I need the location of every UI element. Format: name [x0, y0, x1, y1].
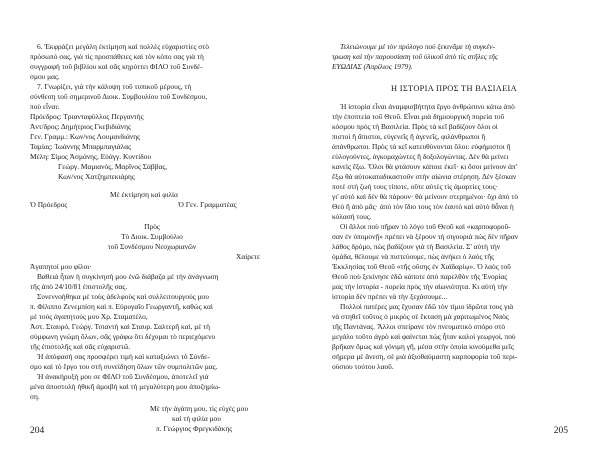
text-line: Μέλη: Σίμος Ἀσμάνης, Εὐάγγ. Κυντίδου	[30, 152, 152, 161]
text-line: ἔξω θὰ αὐτοκαταδικαστοῦν στὴν αἰώνια στέρηση. Δὲν ξέσκαν	[332, 172, 517, 181]
text-line: τῆς ἐπιστολῆς καὶ σᾶς εὐχαριστῶ.	[30, 342, 131, 351]
intro-line: Τελειώνουμε μὲ τὸν πρόλογο ποὺ ξεκινᾶμε τὴ συγκέν-	[340, 42, 496, 51]
address-line: τοῦ Συνδέσμου Νεοχωριανῶν	[107, 242, 197, 251]
text-line: Γεν. Γραμμ.: Κων/νος Λουμανδιάνης	[30, 132, 141, 141]
greeting: Χαίρετε	[236, 252, 261, 261]
text-line: πρόσωπό σας, γιὰ τὶς προσπάθειες καὶ τὸν κόπο σας γιὰ τὴ	[30, 52, 204, 61]
text-line: σύμφωνη γνώμη ὅλων, σᾶς γράφω ὅτι δέχομαι τὸ περιεχόμενο	[30, 332, 216, 341]
text-line: Κων/νος Χατζημπεκιάρης	[58, 172, 135, 181]
signature-title: Ὁ Γεν. Γραμματέας	[178, 200, 237, 209]
text-line: τῆς Παντάνας. Ἄλλοι σπείρανε τὸν πνευματικὸ σπόρο στὸ	[332, 322, 506, 331]
page-number: 205	[553, 426, 568, 436]
text-line: σήμερα μὲ ἄνεση, σὲ μιὰ ἀξιοθαύμαστη καρποφορία τοῦ περι-	[332, 352, 518, 361]
text-line: βρῆκαν ὅμως καὶ γόνιμη γῆ, μέσα στὴν ὁποία κινούμεθα μεῖς	[332, 342, 514, 351]
text-line: Ἡ ἱστορία εἶναι ἀναμφισβήτητα ἔργο ἀνθρώπινο κάτω ἀπὸ	[340, 102, 515, 111]
section-heading: Η ΙΣΤΟΡΙΑ ΠΡΟΣ ΤΗ ΒΑΣΙΛΕΙΑ	[391, 84, 517, 93]
intro-line: ΕΥΩΔΙΑΣ (Ἀπρίλιος 1979).	[332, 62, 413, 71]
text-line: λάθος δρόμο, πὼς βαδίζουν γιὰ τὴ Βασιλεία. Σ' αὐτὴ τὴν	[332, 242, 501, 251]
text-line: νὰ στηθεῖ τοῦτος ὁ μικρὸς σὲ ἔκταση μὰ χαριτωμένος Ναὸς	[332, 312, 509, 321]
text-line: Πολλοὶ πατέρες μας ἔχυσαν ἐδῶ τὸν τίμιο ἱδρῶτα τους γιὰ	[340, 302, 514, 311]
text-line: κόλασή τους.	[332, 212, 372, 221]
text-line: Βαθειά ἦταν ἡ συγκίνησή μου ἐνῶ διάβαζα μὲ τὴν ἀνάγνωση	[37, 272, 219, 281]
closing-line: Μὲ τὴν ἀγάπη μου, τὶς εὐχές μου	[150, 404, 248, 413]
text-line: Ἀντ/δρος: Δημήτριος Γκεβιδιάνης	[30, 122, 131, 131]
text-line: Γεώργ. Μαμιανός, Μαρῖνος Σάββας,	[58, 162, 168, 171]
text-line: ση.	[30, 392, 40, 401]
text-line: Οἱ ἄλλοι ποὺ πῆραν τὸ λόγο τοῦ Θεοῦ καὶ «καρποφοροῦ-	[340, 222, 511, 231]
page-number: 204	[30, 426, 45, 436]
text-line: μεγάλο τοῦτο ἀγρὸ καὶ φαίνεται πὼς ἦταν καλοὶ γεωργοί, ποὺ	[332, 332, 516, 341]
text-line: μας τὴν ἱστορία - πορεία πρὸς τὴν αἰωνιότητα. Κι αὐτὴ τὴν	[332, 282, 508, 291]
text-line: Συνεννοήθηκα μὲ τοὺς ἀδελφοὺς καὶ συλλειτουργούς μου	[37, 292, 209, 301]
text-line: κανεὶς ἔξω. Ὅλοι θὰ φτάσουν κάποιε ἐκεῖ· κι ὅσοι μείνουν ἀπ'	[332, 162, 518, 171]
signature-title: Ὁ Πρόεδρος	[30, 200, 68, 209]
text-line: σαν ἐν ὑπομονῇ» πρέπει νὰ ξέρουν τὴ σιγουριὰ πὼς δὲν πῆραν	[332, 232, 519, 241]
text-line: Ἀγαπητοί μου φίλοι·	[30, 262, 92, 271]
right-page	[300, 0, 600, 450]
text-line: τὴν ἐποπτεία τοῦ Θεοῦ. Εἶναι μιὰ δημιουργικὴ πορεία τοῦ	[332, 112, 505, 121]
text-line: πιστοὶ ἢ ἄπιστοι, εὐγενεῖς ἢ ἀγενεῖς, φιλάνθρωποι ἢ	[332, 132, 486, 141]
text-line: 6. Ἐκφράζει μεγάλη ἐκτίμηση καὶ πολλὲς εὐχαριστίες στὸ	[37, 42, 209, 51]
text-line: σμου μας.	[30, 72, 60, 81]
text-line: μὲ τοὺς ἀγαπητούς μου Χρ. Σταματέλο,	[30, 312, 148, 321]
text-line: Ἡ ἀνακήρυξή μου σε ΦΙΛΟ τοῦ Συνδέσμου, ἀποτελεῖ γιὰ	[37, 372, 209, 381]
address-line: Τὸ Διοικ. Συμβούλιο	[121, 232, 183, 241]
text-line: σμο καὶ τὸ ἔργο του στὴ συνείδηση ὅλων τῶν συμπολιτῶν μας.	[30, 362, 218, 371]
text-line: ούσιου τούτου λαοῦ.	[332, 362, 394, 371]
signature-name: π. Γεώργιος Φρεγκιδάκης	[156, 424, 233, 433]
text-line: ὁμάδα, θέλουμε νὰ πιστεύουμε, πὼς ἀνήκει ὁ λαὸς τῆς	[332, 252, 495, 261]
text-line: Θεὸ ἢ ἀπὸ μᾶς· ἀπὸ τὸν ἴδιο τους τὸν ἑαυτὸ καὶ αὐτὸ θἆναι ἡ	[332, 202, 514, 211]
address-line: Πρὸς	[144, 222, 160, 231]
text-line: Ἀστ. Σταυρό, Γεώργ. Τσιαντὴ καὶ Σταυρ. Σαλτερῆ καί, μὲ τὴ	[30, 322, 210, 331]
text-line: Θεοῦ ποὺ ξεκίνησε ἐδῶ κάποτε ἀπὸ παρελθὸν τῆς Ἐνορίας	[332, 272, 508, 281]
text-line: ἱστορία δὲν πρέπει νὰ τὴν ξεχάσουμε...	[332, 292, 448, 301]
text-line: Ἐκκλησίας τοῦ Θεοῦ «τῆς οὔσης ἐν Χαϊδαρίῳ». Ὁ λαὸς τοῦ	[332, 262, 511, 271]
text-line: εὐλογούντες, ἀγκομαχώντες ἢ δοξολογώντας. Δὲν θὰ μείνει	[332, 152, 509, 161]
text-line: 7. Γνωρίζει, γιὰ τὴν κάλυψη τοῦ τυπικοῦ μέρους, τὴ	[37, 82, 192, 91]
text-line: συγγραφὴ τοῦ βιβλίου καὶ σᾶς κηρύττει ΦΙΛΟ τοῦ Συνδέ-	[30, 62, 203, 71]
text-line: γι' αὐτὸ καὶ δὲν θὰ πάρουν· θὰ μείνουν στερημένοι· ὄχι ἀπὸ τὸ	[332, 192, 519, 201]
text-line: Πρόεδρος: Τριανταφύλλος Περγαντής	[30, 112, 144, 121]
closing-line: καὶ τὴ φιλία μου	[172, 414, 221, 423]
text-line: ποὺ εἶναι:	[30, 102, 60, 111]
signoff-line: Μὲ ἐκτίμηση καὶ φιλία	[110, 190, 178, 199]
text-line: τῆς ἀπὸ 24/10/81 ἐπιστολῆς σας.	[30, 282, 128, 291]
text-line: ποτὲ στὴ ζωή τους τίποτε, οὔτε αὐτὲς τὶς ἁμαρτίες τους·	[332, 182, 498, 191]
text-line: κόσμου πρὸς τὴ Βασιλεία. Πρὸς τὰ κεῖ βαδίζουν ὅλοι οἱ	[332, 122, 498, 131]
intro-line: τρωση καὶ τὴν παρουσίαση τοῦ ὑλικοῦ ἀπὸ τὶς στῆλες τῆς	[332, 52, 498, 61]
text-line: σύνθεση τοῦ σημερινοῦ Διοικ. Συμβουλίου τοῦ Συνδέσμου,	[30, 92, 208, 101]
text-line: Ταμίας: Ἰωάννης Μπαρμπαγιάλας	[30, 142, 131, 151]
text-line: ἀπάνθρωποι. Πρὸς τὰ κεῖ κατευθύνονται ὅλοι: εὐφήμιστοι ἢ	[332, 142, 511, 151]
text-line: μένα ἀποστολὴ ἠθικῆ ἀμοιβὴ καὶ τὴ μεγαλύτερη μου ἀποζημίω-	[30, 382, 221, 391]
text-line: Ἡ ἀπόφασή σας προσφέρει τιμὴ καὶ καταξιώνει τὸ Σύνδε-	[37, 352, 210, 361]
text-line: π. Φίλιππο Ζενεμπίση καὶ π. Εὐρυγαῖο Γεωργαντῆ, καθὼς καὶ	[30, 302, 213, 311]
